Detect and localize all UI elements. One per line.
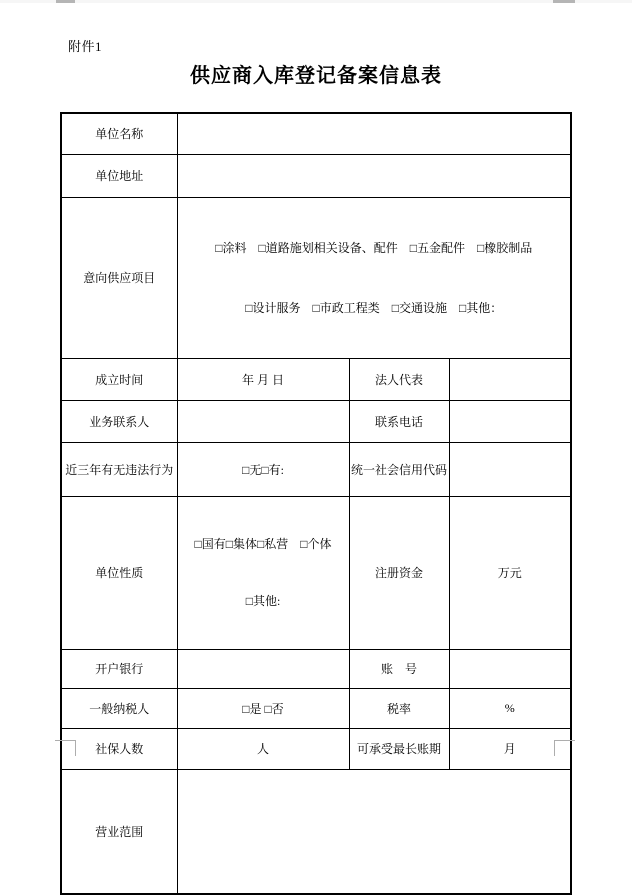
- registered-capital-unit-cell[interactable]: 万元: [449, 496, 571, 649]
- credit-code-label: 统一社会信用代码: [349, 442, 449, 496]
- table-row: [61, 496, 571, 649]
- unit-nature-options-line2[interactable]: □其他:: [245, 593, 281, 608]
- bottom-right-margin-mark: [554, 740, 575, 741]
- legal-rep-label: 法人代表: [349, 358, 449, 400]
- phone-label: 联系电话: [349, 400, 449, 442]
- phone-input-cell[interactable]: [449, 400, 571, 442]
- account-label: 账 号: [349, 649, 449, 688]
- account-input-cell[interactable]: [449, 649, 571, 688]
- bank-input-cell[interactable]: [177, 649, 349, 688]
- table-row: [61, 197, 571, 358]
- supplier-registration-table: [60, 112, 572, 895]
- unit-address-label: 单位地址: [61, 154, 177, 197]
- table-row: [61, 688, 571, 728]
- business-contact-label: 业务联系人: [61, 400, 177, 442]
- unit-address-input-cell[interactable]: [177, 154, 571, 197]
- max-payment-period-label: 可承受最长账期: [349, 728, 449, 769]
- bottom-left-margin-mark: [75, 740, 76, 756]
- top-right-margin-mark: [553, 0, 575, 3]
- violations-label: 近三年有无违法行为: [61, 442, 177, 496]
- attachment-label: 附件1: [68, 39, 103, 54]
- table-row: [61, 442, 571, 496]
- business-scope-input-cell[interactable]: [177, 769, 571, 894]
- bottom-left-margin-mark: [55, 740, 76, 741]
- tax-rate-label: 税率: [349, 688, 449, 728]
- table-row: [61, 113, 571, 154]
- table-row: [61, 769, 571, 894]
- top-left-margin-mark: [56, 0, 75, 3]
- table-row: [61, 728, 571, 769]
- supply-items-label: 意向供应项目: [61, 197, 177, 358]
- page-top-edge: [0, 0, 632, 3]
- establish-date-input-cell[interactable]: 年 月 日: [177, 358, 349, 400]
- tax-rate-unit-cell[interactable]: %: [449, 688, 571, 728]
- table-row: [61, 400, 571, 442]
- supply-items-options-cell[interactable]: [177, 197, 571, 358]
- supply-items-options-line1[interactable]: □涂料 □道路施划相关设备、配件 □五金配件 □橡胶制品: [215, 240, 533, 255]
- general-taxpayer-options-cell[interactable]: □是 □否: [177, 688, 349, 728]
- unit-nature-options-cell[interactable]: [177, 496, 349, 649]
- social-security-count-label: 社保人数: [61, 728, 177, 769]
- table-row: [61, 154, 571, 197]
- violations-options-cell[interactable]: □无□有:: [177, 442, 349, 496]
- business-scope-label: 营业范围: [61, 769, 177, 894]
- legal-rep-input-cell[interactable]: [449, 358, 571, 400]
- bottom-right-margin-mark: [554, 740, 555, 756]
- unit-name-input-cell[interactable]: [177, 113, 571, 154]
- registered-capital-label: 注册资金: [349, 496, 449, 649]
- unit-nature-options-line1[interactable]: □国有□集体□私营 □个体: [194, 536, 332, 551]
- business-contact-input-cell[interactable]: [177, 400, 349, 442]
- unit-nature-label: 单位性质: [61, 496, 177, 649]
- supply-items-options-line2[interactable]: □设计服务 □市政工程类 □交通设施 □其他：: [245, 300, 503, 315]
- page-title: 供应商入库登记备案信息表: [190, 65, 442, 87]
- unit-name-label: 单位名称: [61, 113, 177, 154]
- social-security-count-unit-cell[interactable]: 人: [177, 728, 349, 769]
- max-payment-period-unit-cell[interactable]: 月: [449, 728, 571, 769]
- establish-date-label: 成立时间: [61, 358, 177, 400]
- general-taxpayer-label: 一般纳税人: [61, 688, 177, 728]
- bank-label: 开户银行: [61, 649, 177, 688]
- credit-code-input-cell[interactable]: [449, 442, 571, 496]
- table-row: [61, 649, 571, 688]
- table-row: [61, 358, 571, 400]
